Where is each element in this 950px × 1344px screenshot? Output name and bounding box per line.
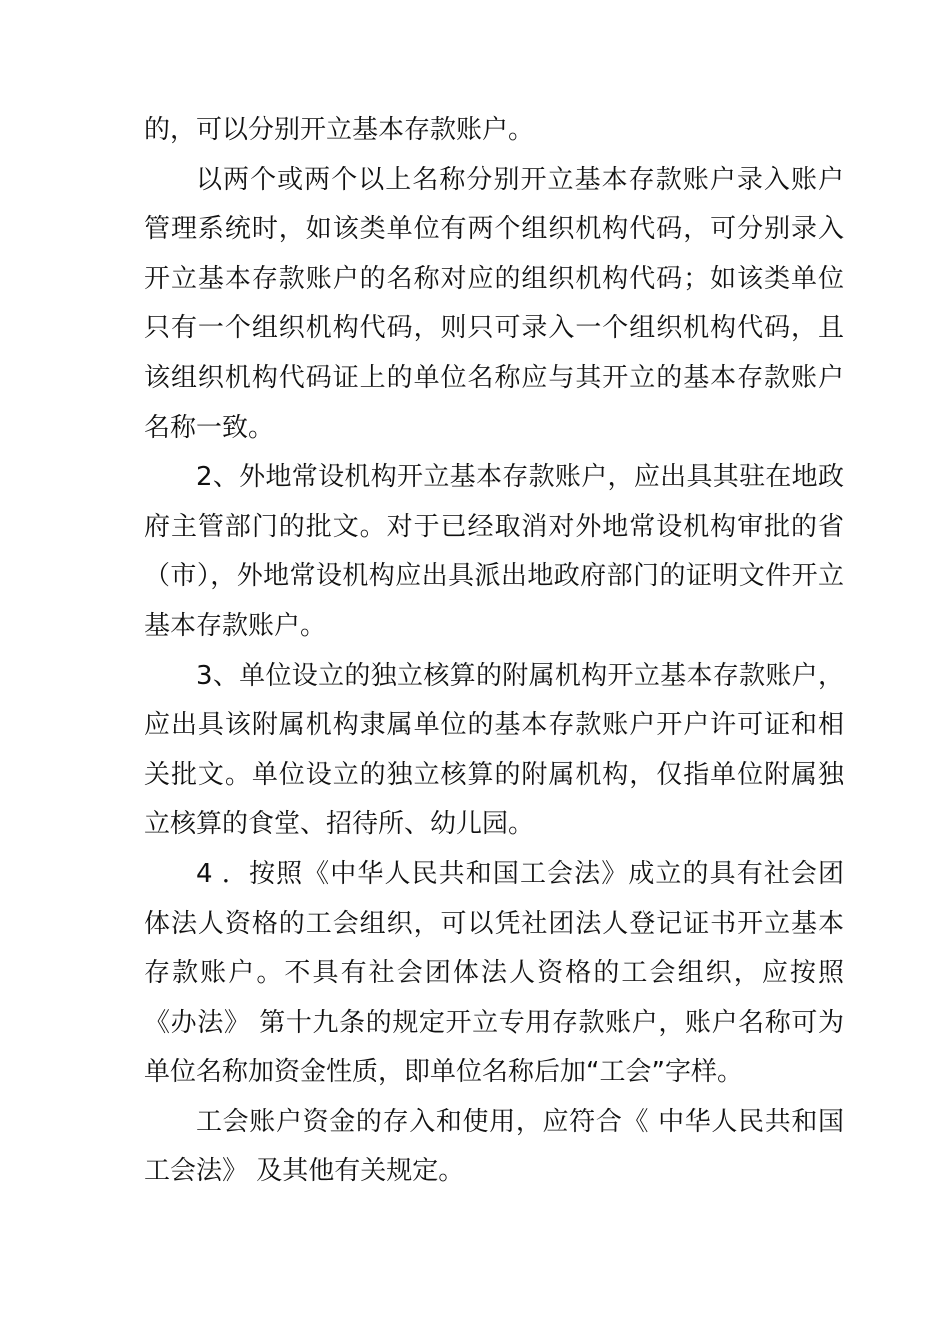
paragraph-continuation: 的，可以分别开立基本存款账户。	[144, 115, 535, 145]
paragraph-item-4: 4 ．按照《中华人民共和国工会法》成立的具有社会团体法人资格的工会组织，可以凭社团法人登记证书开立基本存款账户。不具有社会团体法人资格的工会组织，应按照《办法》 第十九条的规定开立专用存款账户，账户名称可为单位名称加资金性质，即单位名称后加“工会”字样。	[144, 858, 844, 1088]
paragraph-item-2: 2、外地常设机构开立基本存款账户，应出具其驻在地政府主管部门的批文。对于已经取消对外地常设机构审批的省（市），外地常设机构应出具派出地政府部门的证明文件开立基本存款账户。	[144, 462, 844, 641]
paragraph-item-3: 3、单位设立的独立核算的附属机构开立基本存款账户，应出具该附属机构隶属单位的基本存款账户开户许可证和相关批文。单位设立的独立核算的附属机构，仅指单位附属独立核算的食堂、招待所、幼儿园。	[144, 660, 844, 840]
paragraph-multiple-names: 以两个或两个以上名称分别开立基本存款账户录入账户管理系统时，如该类单位有两个组织机构代码，可分别录入开立基本存款账户的名称对应的组织机构代码；如该类单位只有一个组织机构代码，则只可录入一个组织机构代码，且该组织机构代码证上的单位名称应与其开立的基本存款账户名称一致。	[144, 164, 844, 443]
paragraph-union-funds: 工会账户资金的存入和使用，应符合《 中华人民共和国工会法》 及其他有关规定。	[144, 1106, 844, 1187]
document-body	[144, 106, 844, 1197]
